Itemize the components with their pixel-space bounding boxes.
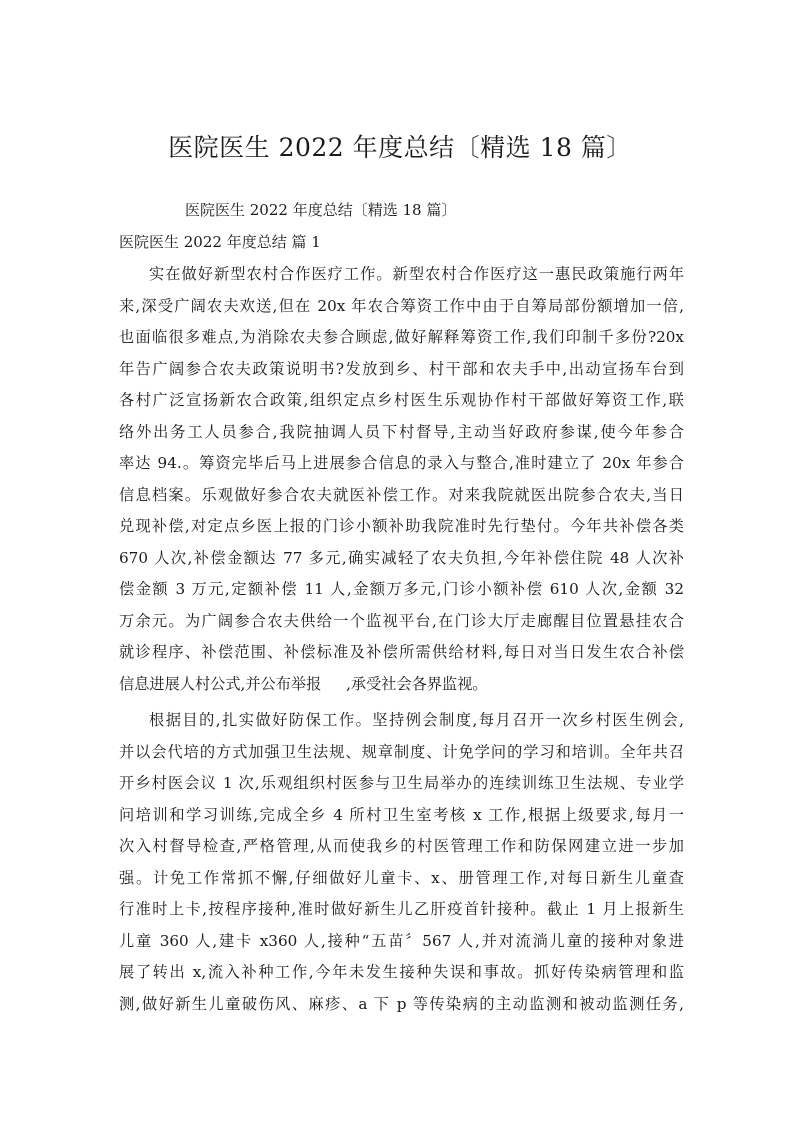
text-line: 信息档案。乐观做好参合农夫就医补偿工作。对来我院就医出院参合农夫,当日 bbox=[119, 485, 684, 504]
document-subtitle: 医院医生 2022 年度总结〔精选 18 篇〕 bbox=[185, 201, 457, 219]
text-line: 万余元。为广阔参合农夫供给一个监视平台,在门诊大厅走廊醒目位置悬挂农合 bbox=[119, 611, 684, 630]
text-line: 670 人次,补偿金额达 77 多元,确实减轻了农夫负担,今年补偿住院 48 人次补 bbox=[119, 548, 684, 567]
text-line: 并以会代培的方式加强卫生法规、规章制度、计免学问的学习和培训。全年共召 bbox=[119, 742, 684, 761]
text-line: 信息进展人村公式,并公布举报 ,承受社会各界监视。 bbox=[119, 674, 488, 693]
section-heading: 医院医生 2022 年度总结 篇 1 bbox=[119, 233, 321, 251]
paragraph-2 bbox=[119, 705, 684, 1020]
text-line: 问培训和学习训练,完成全乡 4 所村卫生室考核 x 工作,根据上级要求,每月一 bbox=[119, 805, 684, 824]
text-line: 展了转出 x,流入补种工作,今年未发生接种失误和事故。抓好传染病管理和监 bbox=[119, 963, 684, 981]
text-line: 偿金额 3 万元,定额补偿 11 人,金额万多元,门诊小额补偿 610 人次,金额 32 bbox=[119, 580, 684, 598]
text-line: 测,做好新生儿童破伤风、麻疹、a 下 p 等传染病的主动监测和被动监测任务, bbox=[119, 994, 684, 1013]
text-line: 儿童 360 人,建卡 x360 人,接种“五苗〞567 人,并对流淌儿童的接种对象进 bbox=[119, 931, 684, 950]
text-line: 也面临很多难点,为消除农夫参合顾虑,做好解释筹资工作,我们印制千多份?20x bbox=[119, 328, 684, 346]
text-line: 就诊程序、补偿范围、补偿标准及补偿所需供给材料,每日对当日发生农合补偿 bbox=[119, 643, 684, 661]
paragraph-1 bbox=[119, 259, 684, 700]
text-line: 强。计免工作常抓不懈,仔细做好儿童卡、x、册管理工作,对每日新生儿童查 bbox=[119, 868, 684, 887]
text-line: 根据目的,扎实做好防保工作。坚持例会制度,每月召开一次乡村医生例会, bbox=[149, 711, 684, 729]
text-line: 来,深受广阔农夫欢送,但在 20x 年农合筹资工作中由于自筹局部份额增加一倍, bbox=[119, 296, 684, 315]
text-line: 次入村督导检查,严格管理,从而使我乡的村医管理工作和防保网建立进一步加 bbox=[119, 837, 684, 855]
text-line: 兑现补偿,对定点乡医上报的门诊小额补助我院准时先行垫付。今年共补偿各类 bbox=[119, 517, 684, 535]
text-line: 实在做好新型农村合作医疗工作。新型农村合作医疗这一惠民政策施行两年 bbox=[149, 265, 684, 283]
text-line: 年告广阔参合农夫政策说明书?发放到乡、村干部和农夫手中,出动宣扬车台到 bbox=[119, 359, 684, 378]
text-line: 率达 94.。筹资完毕后马上进展参合信息的录入与整合,准时建立了 20x 年参合 bbox=[119, 454, 684, 472]
text-line: 开乡村医会议 1 次,乐观组织村医参与卫生局举办的连续训练卫生法规、专业学 bbox=[119, 774, 684, 792]
text-line: 络外出务工人员参合,我院抽调人员下村督导,主动当好政府参谋,使今年参合 bbox=[119, 422, 684, 441]
text-line: 行准时上卡,按程序接种,准时做好新生儿乙肝疫首针接种。截止 1 月上报新生 bbox=[119, 900, 684, 918]
body-text bbox=[119, 259, 684, 1020]
text-line: 各村广泛宣扬新农合政策,组织定点乡村医生乐观协作村干部做好筹资工作,联 bbox=[119, 391, 684, 409]
document-title: 医院医生 2022 年度总结〔精选 18 篇〕 bbox=[168, 133, 632, 162]
